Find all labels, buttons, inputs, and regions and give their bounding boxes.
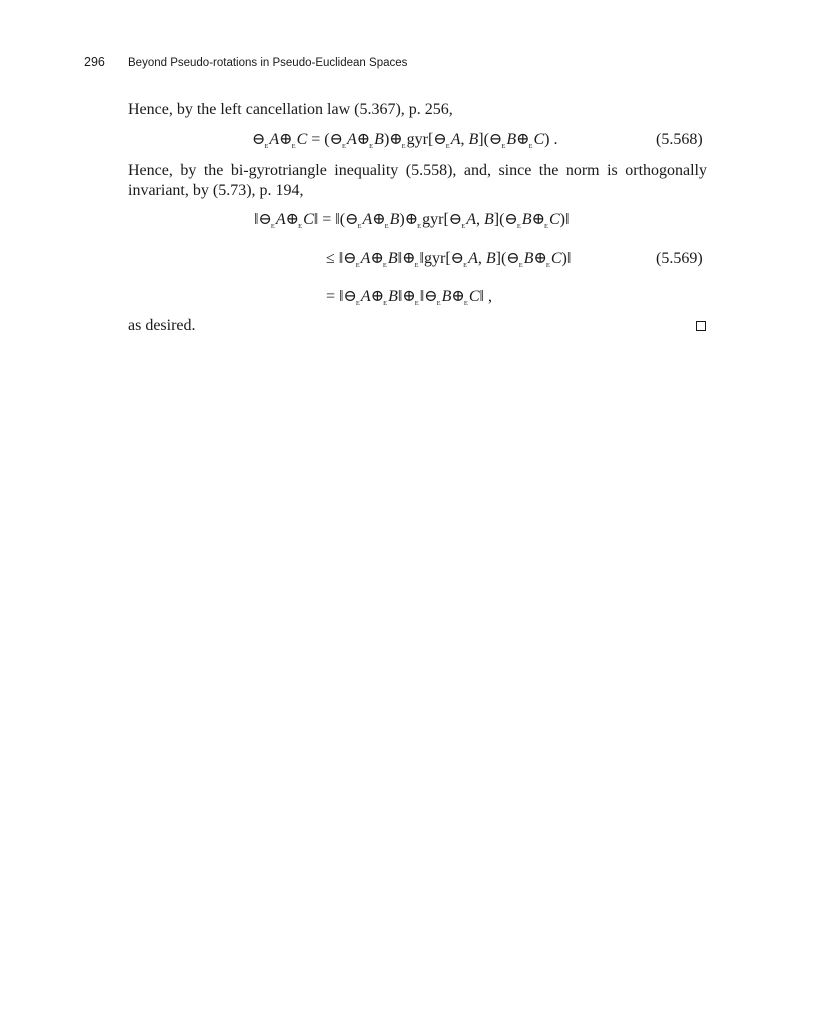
equation-5-569-line-2: ≤ $‖⊖_EA\oplus_EB‖\oplus_E‖gyr[⊖_EA$, $B](⊖_EB\oplus_EC)‖$ — [326, 250, 572, 269]
page-number: 296 — [84, 55, 105, 69]
equation-5-569-line-3: = $‖⊖_EA\oplus_EB‖\oplus_E‖⊖_EB\oplus_EC‖$ , — [326, 288, 492, 307]
equation-5-569-line-1: $‖⊖_EA\oplus_EC‖$ = $‖(⊖_EA\oplus_EB)\oplus_Egyr[⊖_EA$, $B](⊖_EB\oplus_EC)‖$ — [254, 211, 570, 230]
running-header — [84, 55, 407, 69]
paragraph-line: Hence, by the bi-gyrotriangle inequality (5.558), and, since the norm is orthogonally — [128, 162, 707, 179]
equation-number: (5.569) — [656, 250, 703, 267]
paragraph-line: invariant, by (5.73), p. 194, — [128, 182, 304, 199]
equation-number: (5.568) — [656, 131, 703, 148]
running-title: Beyond Pseudo-rotations in Pseudo-Euclidean Spaces — [128, 57, 408, 69]
equation-5-568: $⊖_EA\oplus_EC$ = $(⊖_EA\oplus_EB)\oplus_Egyr[⊖_EA$, $B](⊖_EB\oplus_EC)$ . — [252, 131, 558, 150]
paragraph-cancellation-law: Hence, by the left cancellation law (5.367), p. 256, — [128, 101, 453, 118]
paragraph-bi-gyrotriangle — [128, 161, 707, 201]
qed-square-icon — [696, 321, 706, 331]
paragraph-as-desired: as desired. — [128, 317, 196, 334]
